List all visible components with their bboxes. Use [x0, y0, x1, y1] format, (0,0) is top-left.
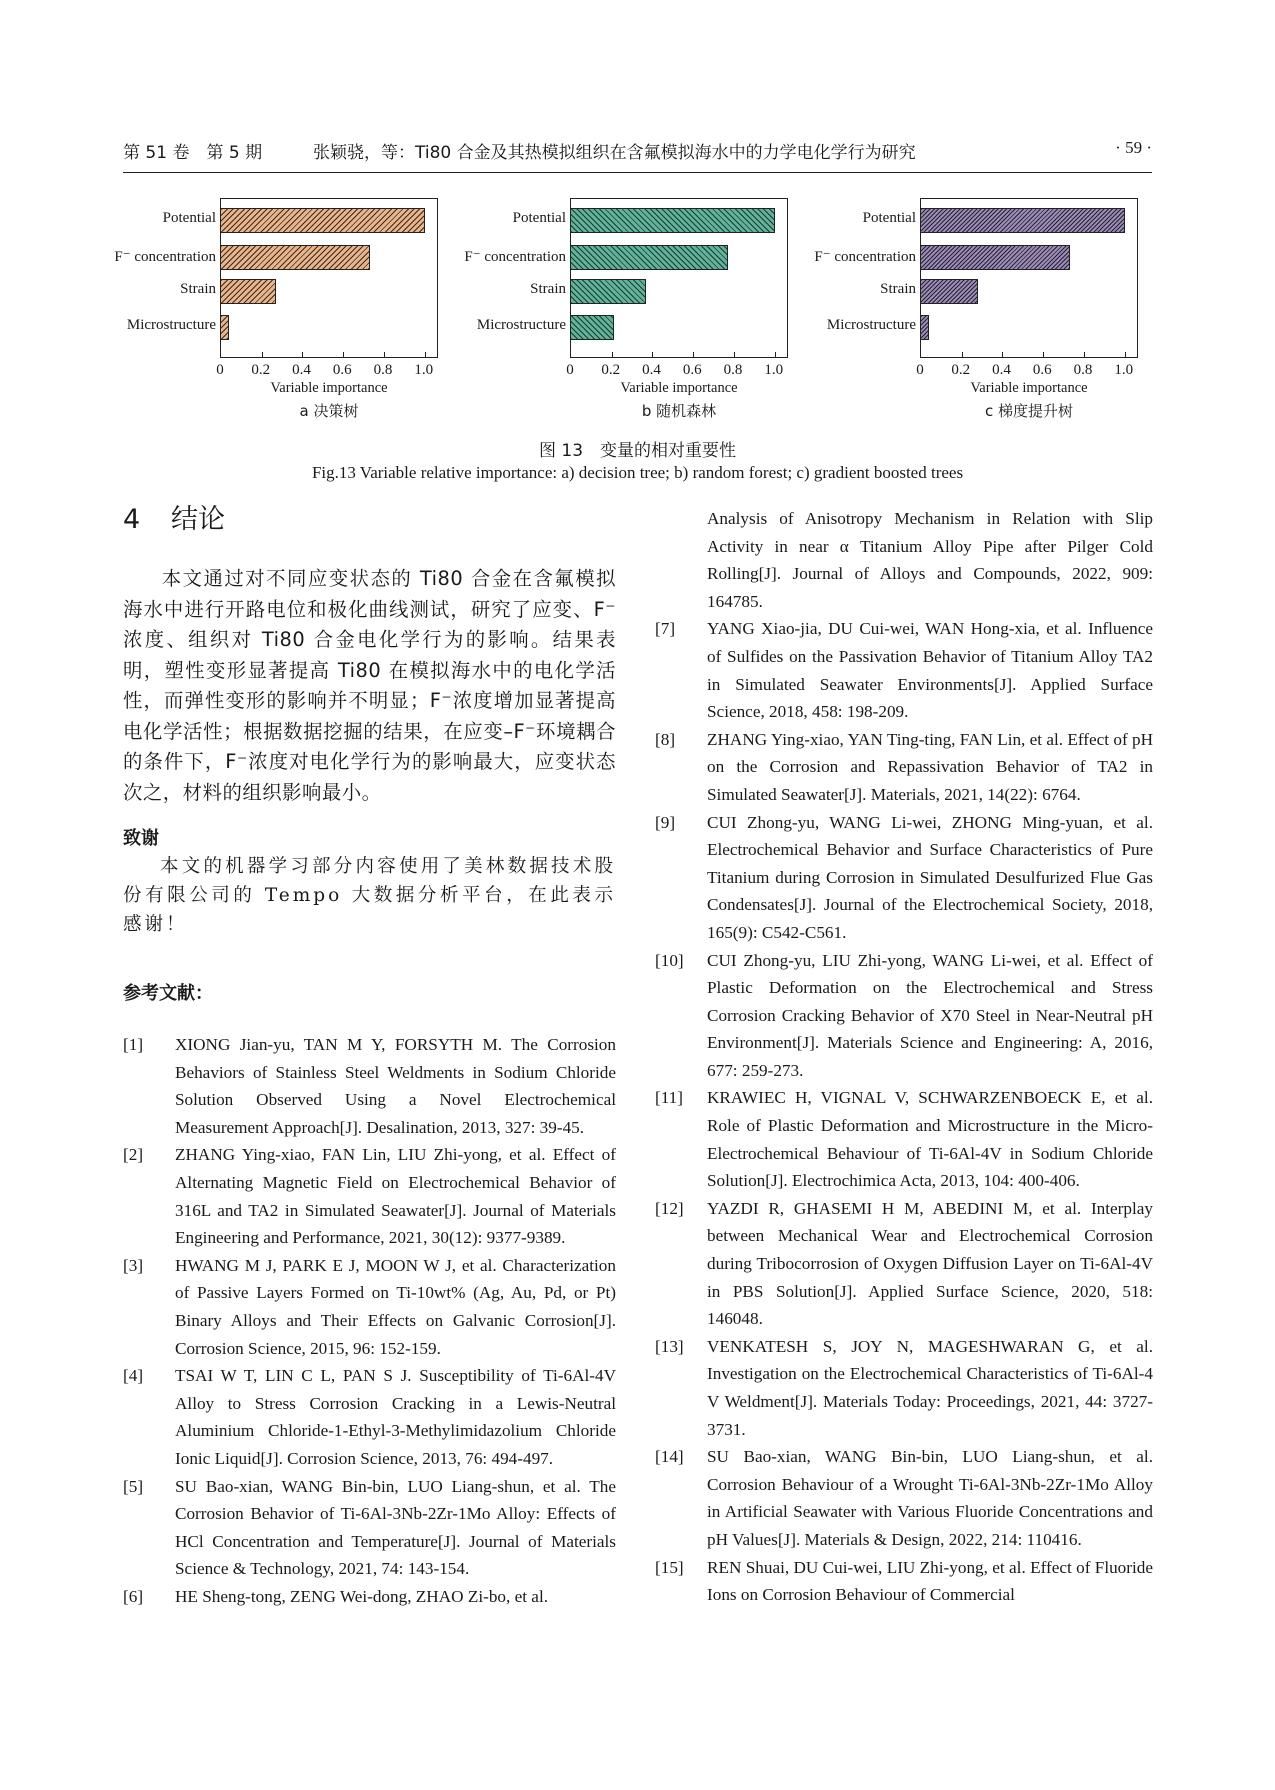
reference-number: [8]: [655, 729, 676, 749]
x-tick-label: 0.4: [292, 362, 311, 378]
x-tick-label: 0: [566, 362, 574, 378]
right-column: [655, 505, 1153, 1609]
figure-caption-en: Fig.13 Variable relative importance: a) decision tree; b) random forest; c) gradient boosted trees: [311, 463, 964, 482]
bar: [221, 208, 425, 233]
reference-item: [123, 1252, 616, 1362]
reference-text: REN Shuai, DU Cui-wei, LIU Zhi-yong, et al. Effect of Fluoride Ions on Corrosion Behaviour of Commercial: [707, 1557, 1153, 1605]
x-tick-label: 0.4: [642, 362, 661, 378]
reference-number: [7]: [655, 619, 676, 639]
panel-sublabel: b 随机森林: [641, 402, 717, 420]
reference-number: [15]: [655, 1557, 684, 1577]
x-tick-label: 1.0: [764, 362, 784, 378]
x-tick-label: 0: [916, 362, 924, 378]
y-axis-label: Potential: [862, 210, 916, 226]
header-rule: [123, 172, 1152, 173]
reference-item: [123, 1583, 616, 1611]
figure-caption-cn: 图 13 变量的相对重要性: [538, 441, 737, 461]
x-tick: [302, 352, 303, 357]
panel-sublabel: c 梯度提升树: [984, 402, 1074, 420]
figure-13: [110, 190, 1170, 420]
reference-item: [655, 615, 1153, 725]
y-axis-label: Microstructure: [126, 317, 216, 333]
section-heading-conclusion: [123, 500, 616, 550]
x-tick-label: 0.8: [373, 362, 393, 378]
reference-number: [13]: [655, 1336, 684, 1356]
reference-text: CUI Zhong-yu, WANG Li-wei, ZHONG Ming-yuan, et al. Electrochemical Behavior and Surface Characteristics of Pure Titanium during Corrosion in Simulated Desulfurized Flue Gas Condensates[J]. Journal of the Electrochemical Society, 2018, 165(9): C542-C561.: [707, 812, 1153, 942]
reference-number: [2]: [123, 1145, 144, 1165]
x-tick: [343, 352, 344, 357]
x-tick: [962, 352, 963, 357]
reference-text: ZHANG Ying-xiao, FAN Lin, LIU Zhi-yong, et al. Effect of Alternating Magnetic Field on Electrochemical Behavior of 316L and TA2 in Simulated Seawater[J]. Journal of Materials Engineering and Performance, 2021, 30(12): 9377-9389.: [175, 1145, 616, 1248]
reference-item: [655, 947, 1153, 1085]
running-title: 张颖骁，等：Ti80 合金及其热模拟组织在含氟模拟海水中的力学电化学行为研究: [313, 143, 916, 163]
x-tick: [384, 352, 385, 357]
plot-area: [570, 198, 788, 358]
conclusion-paragraph: 本文通过对不同应变状态的 Ti80 合金在含氟模拟海水中进行开路电位和极化曲线测试，研究了应变、F⁻浓度、组织对 Ti80 合金电化学行为的影响。结果表明，塑性变形显著提高 Ti80 在模拟海水中的电化学活性，而弹性变形的影响并不明显；F⁻浓度增加显著提高电化学活性；根据数据挖掘的结果，在应变–F⁻环境耦合的条件下，F⁻浓度对电化学行为的影响最大，应变状态次之，材料的组织影响最小。: [123, 567, 616, 804]
x-tick: [612, 352, 613, 357]
y-axis-label: Strain: [180, 281, 216, 297]
reference-number: [12]: [655, 1198, 684, 1218]
x-tick: [693, 352, 694, 357]
section-title: 结论: [171, 504, 225, 535]
reference-number: [5]: [123, 1476, 144, 1496]
plot-area: [220, 198, 438, 358]
x-tick-label: 1.0: [1114, 362, 1134, 378]
x-tick: [1125, 352, 1126, 357]
bar: [921, 208, 1125, 233]
reference-number: [655, 505, 707, 615]
reference-text: VENKATESH S, JOY N, MAGESHWARAN G, et al. Investigation on the Electrochemical Characteristics of Ti-6Al-4 V Weldment[J]. Materials Today: Proceedings, 2021, 44: 3727-3731.: [707, 1336, 1153, 1439]
reference-list-right: [655, 505, 1153, 1609]
reference-text: KRAWIEC H, VIGNAL V, SCHWARZENBOECK E, et al. Role of Plastic Deformation and Microstructure in the Micro-Electrochemical Behaviour of Ti-6Al-4V in Sodium Chloride Solution[J]. Electrochimica Acta, 2013, 104: 400-406.: [707, 1088, 1153, 1191]
y-axis-label: Microstructure: [476, 317, 566, 333]
reference-number: [10]: [655, 950, 684, 970]
bar: [921, 245, 1070, 270]
bar: [571, 279, 646, 304]
x-tick-label: 0.2: [251, 362, 271, 378]
bar: [921, 279, 978, 304]
bar: [571, 245, 728, 270]
x-tick: [262, 352, 263, 357]
reference-number: [6]: [123, 1586, 144, 1606]
x-tick: [425, 352, 426, 357]
x-tick: [1043, 352, 1044, 357]
bar: [571, 208, 775, 233]
y-axis-label: Strain: [880, 281, 916, 297]
bar: [221, 315, 229, 340]
x-axis-title: Variable importance: [270, 380, 388, 396]
reference-text: CUI Zhong-yu, LIU Zhi-yong, WANG Li-wei, et al. Effect of Plastic Deformation on the Electrochemical and Stress Corrosion Cracking Behavior of X70 Steel in Near-Neutral pH Environment[J]. Materials Science and Engineering: A, 2016, 677: 259-273.: [707, 950, 1153, 1080]
x-tick: [652, 352, 653, 357]
reference-number: [3]: [123, 1255, 144, 1275]
reference-text: HWANG M J, PARK E J, MOON W J, et al. Characterization of Passive Layers Formed on Ti-10wt% (Ag, Au, Pd, or Pt) Binary Alloys and Their Effects on Galvanic Corrosion[J]. Corrosion Science, 2015, 96: 152-159.: [175, 1255, 616, 1358]
reference-item: [123, 1031, 616, 1141]
y-axis-label: F⁻ concentration: [114, 249, 216, 265]
reference-item: [123, 1362, 616, 1472]
chart-panel: [110, 190, 460, 420]
reference-item: [655, 809, 1153, 947]
reference-item: [123, 1141, 616, 1251]
reference-number: [4]: [123, 1366, 144, 1386]
references-title: 参考文献：: [123, 983, 213, 1004]
x-tick-label: 0.4: [992, 362, 1011, 378]
bar: [221, 245, 370, 270]
x-tick: [1084, 352, 1085, 357]
panel-sublabel: a 决策树: [299, 402, 359, 420]
x-tick: [775, 352, 776, 357]
x-tick-label: 0: [216, 362, 224, 378]
plot-area: [920, 198, 1138, 358]
x-axis-title: Variable importance: [620, 380, 738, 396]
acknowledgement-paragraph: 本文的机器学习部分内容使用了美林数据技术股份有限公司的 Tempo 大数据分析平台，在此表示感谢！: [123, 856, 616, 935]
y-axis-label: Strain: [530, 281, 566, 297]
x-tick-label: 0.2: [601, 362, 621, 378]
acknowledgement-title: 致谢: [123, 828, 159, 849]
x-tick-label: 0.2: [951, 362, 971, 378]
running-header: [123, 138, 1152, 164]
chart-panel: [460, 190, 810, 420]
reference-number: [1]: [123, 1035, 144, 1054]
y-axis-label: F⁻ concentration: [464, 249, 566, 265]
reference-text: HE Sheng-tong, ZENG Wei-dong, ZHAO Zi-bo, et al.: [175, 1586, 549, 1606]
reference-item: [655, 1443, 1153, 1553]
reference-text: SU Bao-xian, WANG Bin-bin, LUO Liang-shun, et al. The Corrosion Behavior of Ti-6Al-3Nb-2Zr-1Mo Alloy: Effects of HCl Concentration and Temperature[J]. Journal of Materials Science & Technology, 2021, 74: 143-154.: [175, 1476, 616, 1579]
reference-item: [655, 1333, 1153, 1443]
x-tick-label: 0.8: [1073, 362, 1093, 378]
reference-text: YANG Xiao-jia, DU Cui-wei, WAN Hong-xia, et al. Influence of Sulfides on the Passivation Behavior of Titanium Alloy TA2 in Simulated Seawater Environments[J]. Applied Surface Science, 2018, 458: 198-209.: [707, 619, 1153, 722]
x-tick-label: 0.6: [1032, 362, 1052, 378]
x-tick-label: 0.6: [682, 362, 702, 378]
reference-item: [123, 1473, 616, 1583]
reference-list-left: [123, 1031, 616, 1610]
chart-panel: [810, 190, 1160, 420]
reference-item: [655, 1554, 1153, 1609]
x-tick-label: 1.0: [414, 362, 434, 378]
reference-item: [655, 1195, 1153, 1333]
volume-issue: 第 51 卷 第 5 期: [123, 143, 263, 163]
left-column: [123, 500, 616, 1610]
reference-item: [655, 726, 1153, 809]
reference-text: TSAI W T, LIN C L, PAN S J. Susceptibility of Ti-6Al-4V Alloy to Stress Corrosion Cracking in a Lewis-Neutral Aluminium Chloride-1-Ethyl-3-Methylimidazolium Chloride Ionic Liquid[J]. Corrosion Science, 2013, 76: 494-497.: [175, 1366, 616, 1468]
y-axis-label: F⁻ concentration: [814, 249, 916, 265]
y-axis-labels: [460, 198, 566, 358]
page-number: · 59 ·: [1115, 138, 1152, 157]
reference-number: [11]: [655, 1088, 683, 1108]
y-axis-label: Potential: [512, 210, 566, 226]
bar: [571, 315, 614, 340]
reference-item: [655, 1084, 1153, 1194]
x-tick-label: 0.8: [723, 362, 743, 378]
x-tick-label: 0.6: [332, 362, 352, 378]
reference-text: SU Bao-xian, WANG Bin-bin, LUO Liang-shun, et al. Corrosion Behaviour of a Wrought Ti-6Al-3Nb-2Zr-1Mo Alloy in Artificial Seawater with Various Fluoride Concentrations and pH Values[J]. Materials & Design, 2022, 214: 110416.: [707, 1447, 1153, 1549]
reference-number: [14]: [655, 1447, 684, 1467]
section-number: 4: [123, 504, 141, 535]
bar: [221, 279, 276, 304]
reference-text: XIONG Jian-yu, TAN M Y, FORSYTH M. The Corrosion Behaviors of Stainless Steel Weldments in Sodium Chloride Solution Observed Using a Novel Electrochemical Measurement Approach[J]. Desalination, 2013, 327: 39-45.: [175, 1035, 616, 1137]
reference-text: YAZDI R, GHASEMI H M, ABEDINI M, et al. Interplay between Mechanical Wear and Electrochemical Corrosion during Tribocorrosion of Oxygen Diffusion Layer on Ti-6Al-4V in PBS Solution[J]. Applied Surface Science, 2020, 518: 146048.: [707, 1198, 1153, 1329]
reference-text: ZHANG Ying-xiao, YAN Ting-ting, FAN Lin, et al. Effect of pH on the Corrosion and Repassivation Behavior of TA2 in Simulated Seawater[J]. Materials, 2021, 14(22): 6764.: [707, 729, 1153, 804]
bar: [921, 315, 929, 340]
reference-number: [9]: [655, 812, 676, 832]
y-axis-label: Microstructure: [826, 317, 916, 333]
reference-item: [655, 505, 1153, 615]
x-tick: [734, 352, 735, 357]
y-axis-label: Potential: [162, 210, 216, 226]
y-axis-labels: [810, 198, 916, 358]
y-axis-labels: [110, 198, 216, 358]
x-axis-title: Variable importance: [970, 380, 1088, 396]
x-tick: [1002, 352, 1003, 357]
reference-text: Analysis of Anisotropy Mechanism in Relation with Slip Activity in near α Titanium Alloy Pipe after Pilger Cold Rolling[J]. Journal of Alloys and Compounds, 2022, 909: 164785.: [707, 509, 1153, 611]
